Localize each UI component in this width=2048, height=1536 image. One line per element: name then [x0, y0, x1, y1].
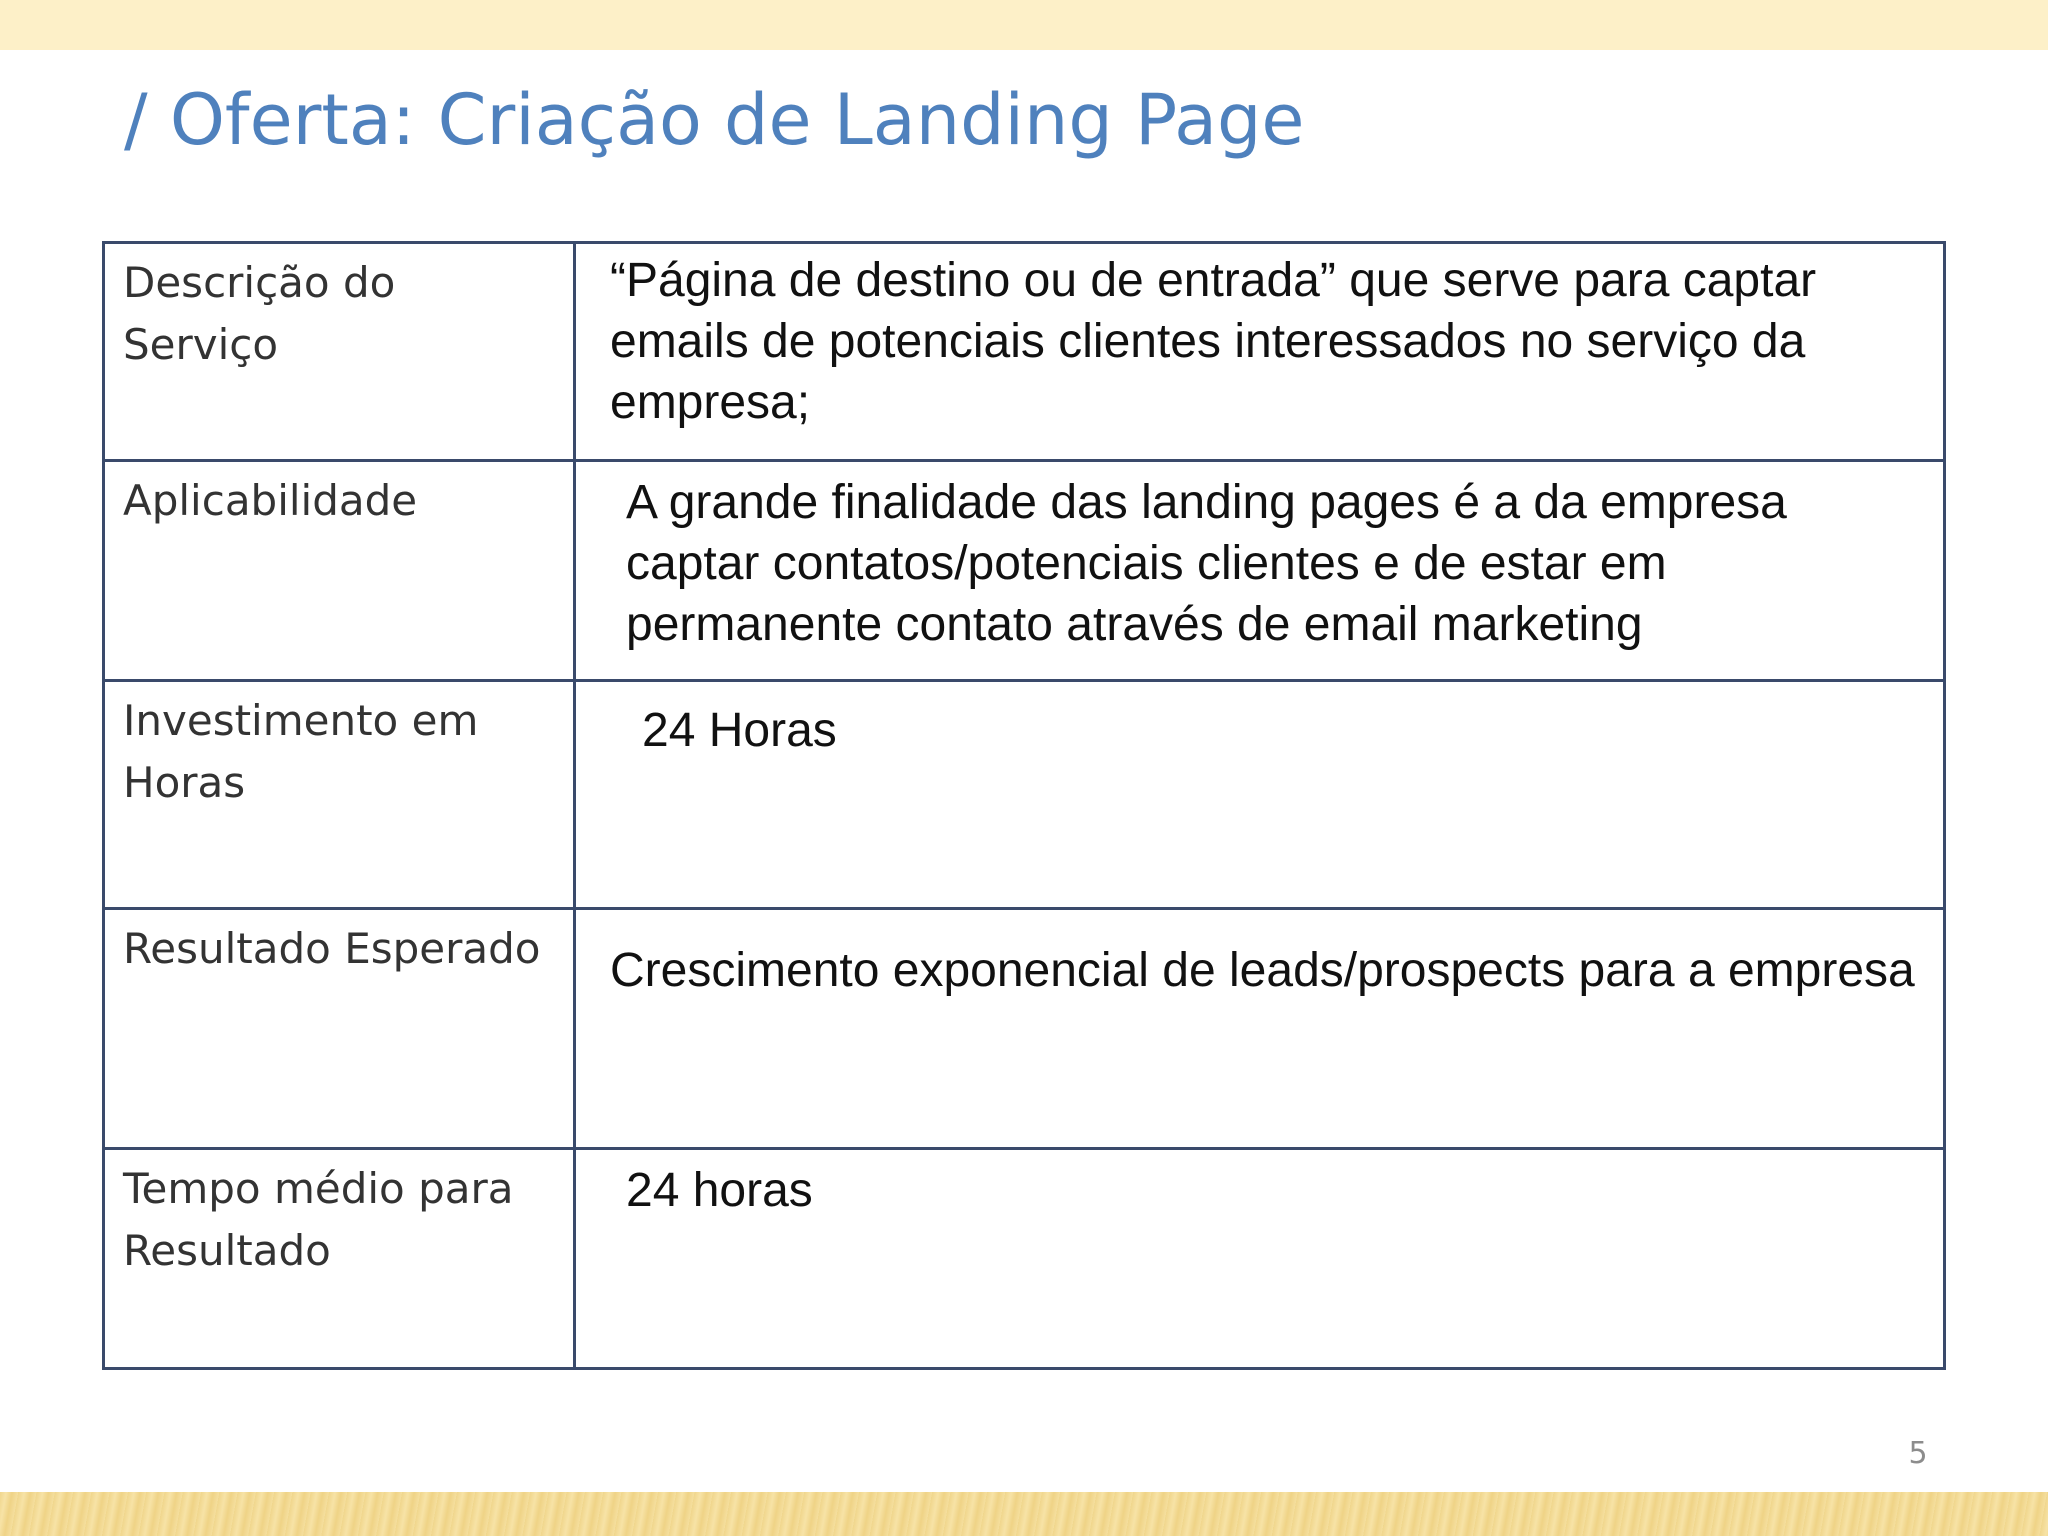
row-label: Aplicabilidade [104, 461, 575, 681]
table-row [104, 681, 1945, 909]
table-row [104, 909, 1945, 1149]
bottom-decorative-band [0, 1492, 2048, 1536]
row-value: 24 Horas [575, 681, 1945, 909]
row-value: 24 horas [575, 1149, 1945, 1369]
row-label: Resultado Esperado [104, 909, 575, 1149]
row-value: “Página de destino ou de entrada” que serve para captar emails de potenciais clientes interessados no serviço da empresa; [575, 243, 1945, 461]
row-label: Investimento em Horas [104, 681, 575, 909]
row-label: Descrição do Serviço [104, 243, 575, 461]
row-value: Crescimento exponencial de leads/prospects para a empresa [575, 909, 1945, 1149]
slide-title: / Oferta: Criação de Landing Page [124, 79, 1305, 161]
table-row [104, 1149, 1945, 1369]
page-number: 5 [1908, 1436, 1928, 1471]
row-value: A grande finalidade das landing pages é a da empresa captar contatos/potenciais clientes e de estar em permanente contato através de email marketing [575, 461, 1945, 681]
table-row [104, 243, 1945, 461]
top-decorative-band [0, 0, 2048, 50]
row-label: Tempo médio para Resultado [104, 1149, 575, 1369]
table-row [104, 461, 1945, 681]
offer-table [102, 241, 1946, 1370]
